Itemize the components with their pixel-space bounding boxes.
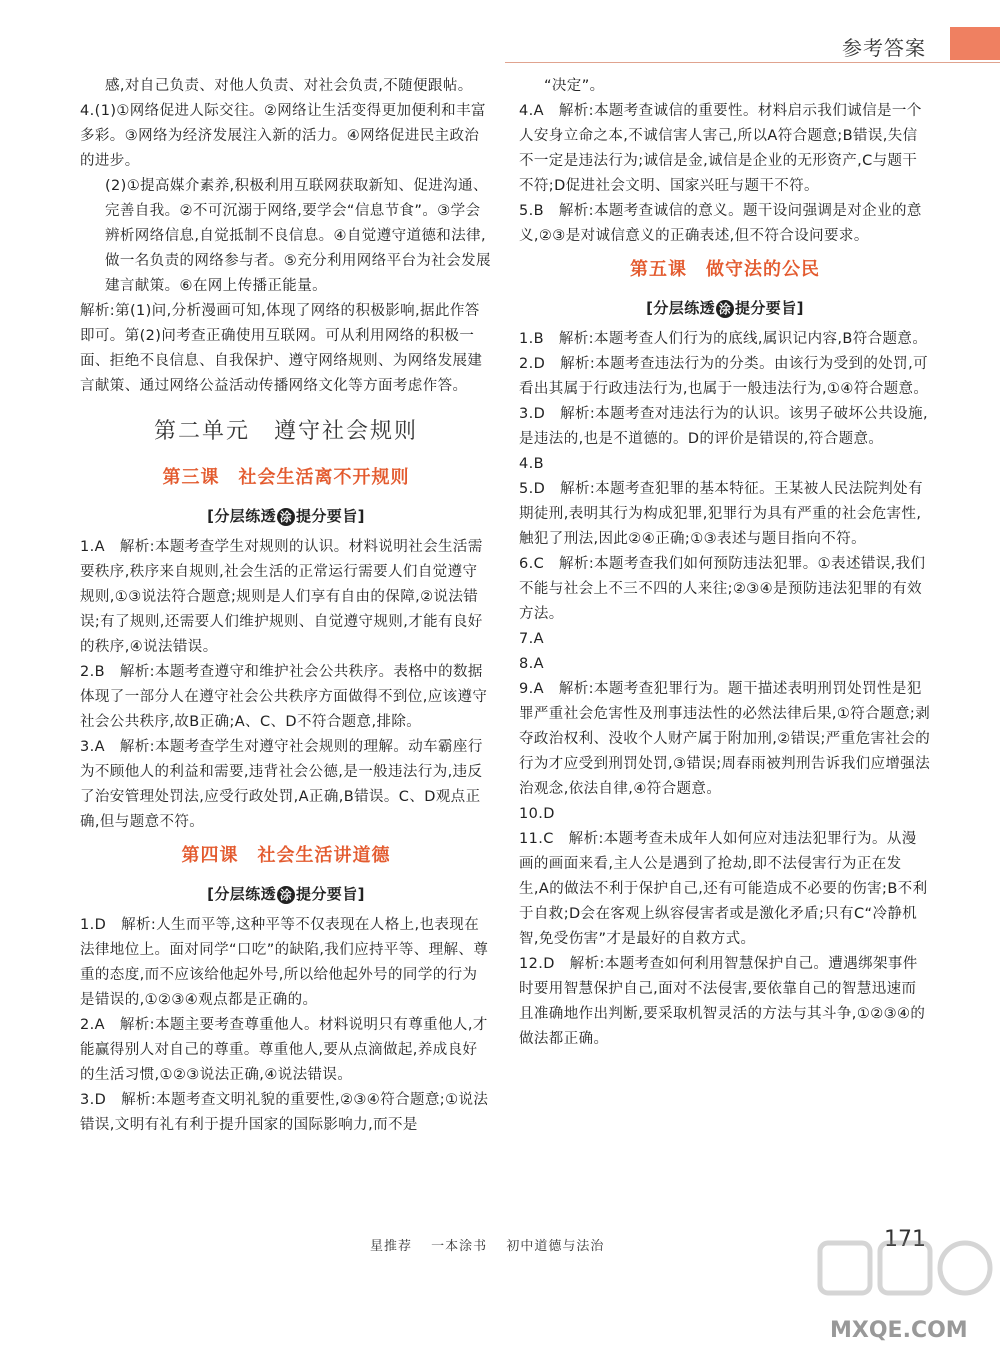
lesson-3-title: 第三课 社会生活离不开规则	[162, 467, 410, 488]
right-continued-text: “决定”。	[544, 78, 605, 94]
section-title: [分层练透 涂 提分要旨]	[207, 885, 365, 903]
lesson5-answer-1: 1.B 解析:本题考查人们行为的底线,属识记内容,B符合题意。	[519, 331, 928, 347]
lesson5-answer-11: 11.C 解析:本题考查未成年人如何应对违法犯罪行为。从漫画的画面来看,主人公是遇到了抢劫,即不法侵害行为正在发生,A的做法不利于保护自己,还有可能造成不必要的伤害;B不利于自救;D会在客观上纵容侵害者或是激化矛盾;只有C“冷静机智,免受伤害”才是最好的自救方式。	[519, 831, 928, 947]
footer-subject: 初中道德与法治	[506, 1239, 605, 1254]
lesson3-answer-1: 1.A 解析:本题考查学生对规则的认识。材料说明社会生活需要秩序,秩序来自规则,社会生活的正常运行需要人们自觉遵守规则,①③说法符合题意;规则是人们享有自由的保障,②说法错误;有了规则,还需要人们维护规则、自觉遵守规则,才能有良好的秩序,④说法错误。	[80, 539, 483, 655]
lesson-prev-answer-5: 5.B 解析:本题考查诚信的意义。题干设问强调是对企业的意义,②③是对诚信意义的正确表述,但不符合设问要求。	[519, 203, 922, 244]
answer-4-explanation: 解析:第(1)问,分析漫画可知,体现了网络的积极影响,据此作答即可。第(2)问考查正确使用互联网。可从利用网络的积极一面、拒绝不良信息、自我保护、遵守网络规则、为网络发展建言献策、通过网络公益活动传播网络文化等方面考虑作答。	[80, 303, 483, 394]
lesson5-answer-5: 5.D 解析:本题考查犯罪的基本特征。王某被人民法院判处有期徒刑,表明其行为构成犯罪,犯罪行为具有严重的社会危害性,触犯了刑法,因此②④正确;①③表述与题目指向不符。	[519, 481, 923, 547]
lesson4-answer-1: 1.D 解析:人生而平等,这种平等不仅表现在人格上,也表现在法律地位上。面对同学“口吃”的缺陷,我们应持平等、理解、尊重的态度,而不应该给他起外号,所以给他起外号的同学的行为是错误的,①②③④观点都是正确的。	[80, 917, 489, 1008]
lesson3-answer-2: 2.B 解析:本题考查遵守和维护社会公共秩序。表格中的数据体现了一部分人在遵守社会公共秩序方面做得不到位,应该遵守社会公共秩序,故B正确;A、C、D不符合题意,排除。	[80, 664, 488, 730]
lesson-prev-answer-4: 4.A 解析:本题考查诚信的重要性。材料启示我们诚信是一个人安身立命之本,不诚信害人害己,所以A符合题意;B错误,失信不一定是违法行为;诚信是金,诚信是企业的无形资产,C与题干不符;D促进社会文明、国家兴旺与题干不符。	[519, 103, 922, 194]
tu-badge-icon: 涂	[716, 300, 734, 318]
tu-badge-icon: 涂	[277, 886, 295, 904]
lesson5-answer-10: 10.D	[519, 806, 555, 822]
page-footer	[370, 1235, 618, 1254]
section-label-right: 提分要旨	[735, 299, 797, 317]
page-header-label: 参考答案	[842, 36, 926, 60]
answer-4-part2: (2)①提高媒介素养,积极利用互联网获取新知、促进沟通、完善自我。②不可沉溺于网络,要学会“信息节食”。③学会辨析网络信息,自觉抵制不良信息。④自觉遵守道德和法律,做一名负责的网络参与者。⑤充分利用网络平台为社会发展建言献策。⑥在网上传播正能量。	[105, 178, 491, 294]
left-continued-text: 感,对自己负责、对他人负责、对社会负责,不随便跟帖。	[105, 78, 473, 94]
lesson5-answer-8: 8.A	[519, 656, 544, 672]
lesson-5-title: 第五课 做守法的公民	[630, 259, 820, 280]
section-label-right: 提分要旨	[296, 885, 358, 903]
section-label-left: 分层练透	[653, 299, 715, 317]
page-number: 171	[884, 1227, 926, 1252]
section-label-left: 分层练透	[214, 507, 276, 525]
header-rule	[505, 62, 1000, 63]
tu-badge-icon: 涂	[277, 508, 295, 526]
answer-4-part1: 4.(1)①网络促进人际交往。②网络让生活变得更加便利和丰富多彩。③网络为经济发展注入新的活力。④网络促进民主政治的进步。	[80, 103, 486, 169]
footer-series: 一本涂书	[431, 1239, 488, 1254]
section-label-right: 提分要旨	[296, 507, 358, 525]
watermark-text: MXQE.COM	[830, 1318, 968, 1343]
lesson3-answer-3: 3.A 解析:本题考查学生对遵守社会规则的理解。动车霸座行为不顾他人的利益和需要,违背社会公德,是一般违法行为,违反了治安管理处罚法,应受行政处罚,A正确,B错误。C、D观点正确,但与题意不符。	[80, 739, 483, 830]
lesson5-answer-6: 6.C 解析:本题考查我们如何预防违法犯罪。①表述错误,我们不能与社会上不三不四的人来往;②③④是预防违法犯罪的有效方法。	[519, 556, 926, 622]
lesson5-answer-12: 12.D 解析:本题考查如何利用智慧保护自己。遭遇绑架事件时要用智慧保护自己,面对不法侵害,要依靠自己的智慧迅速而且准确地作出判断,要采取机智灵活的方法与其斗争,①②③④的做法都正确。	[519, 956, 926, 1047]
left-column	[80, 74, 492, 1138]
section-title: [分层练透 涂 提分要旨]	[207, 507, 365, 525]
lesson4-answer-3: 3.D 解析:本题考查文明礼貌的重要性,②③④符合题意;①说法错误,文明有礼有利于提升国家的国际影响力,而不是	[80, 1092, 489, 1133]
lesson-4-title: 第四课 社会生活讲道德	[181, 845, 391, 866]
lesson4-answer-2: 2.A 解析:本题主要考查尊重他人。材料说明只有尊重他人,才能赢得别人对自己的尊重。尊重他人,要从点滴做起,养成良好的生活习惯,①②③说法正确,④说法错误。	[80, 1017, 488, 1083]
lesson5-answer-4: 4.B	[519, 456, 544, 472]
lesson5-answer-7: 7.A	[519, 631, 544, 647]
lesson5-answer-3: 3.D 解析:本题考查对违法行为的认识。该男子破坏公共设施,是违法的,也是不道德的。D的评价是错误的,符合题意。	[519, 406, 928, 447]
header-accent-bar	[950, 27, 1000, 60]
lesson5-answer-2: 2.D 解析:本题考查违法行为的分类。由该行为受到的处罚,可看出其属于行政违法行为,也属于一般违法行为,①④符合题意。	[519, 356, 929, 397]
right-column	[519, 74, 931, 1052]
lesson5-answer-9: 9.A 解析:本题考查犯罪行为。题干描述表明刑罚处罚性是犯罪严重社会危害性及刑事违法性的必然法律后果,①符合题意;剥夺政治权利、没收个人财产属于附加刑,②错误;严重危害社会的行为才应受到刑罚处罚,③错误;周春雨被判刑告诉我们应增强法治观念,依法自律,④符合题意。	[519, 681, 931, 797]
unit-title: 第二单元 遵守社会规则	[153, 419, 418, 444]
footer-brand: 星推荐	[370, 1239, 413, 1254]
section-title: [分层练透 涂 提分要旨]	[646, 299, 804, 317]
section-label-left: 分层练透	[214, 885, 276, 903]
